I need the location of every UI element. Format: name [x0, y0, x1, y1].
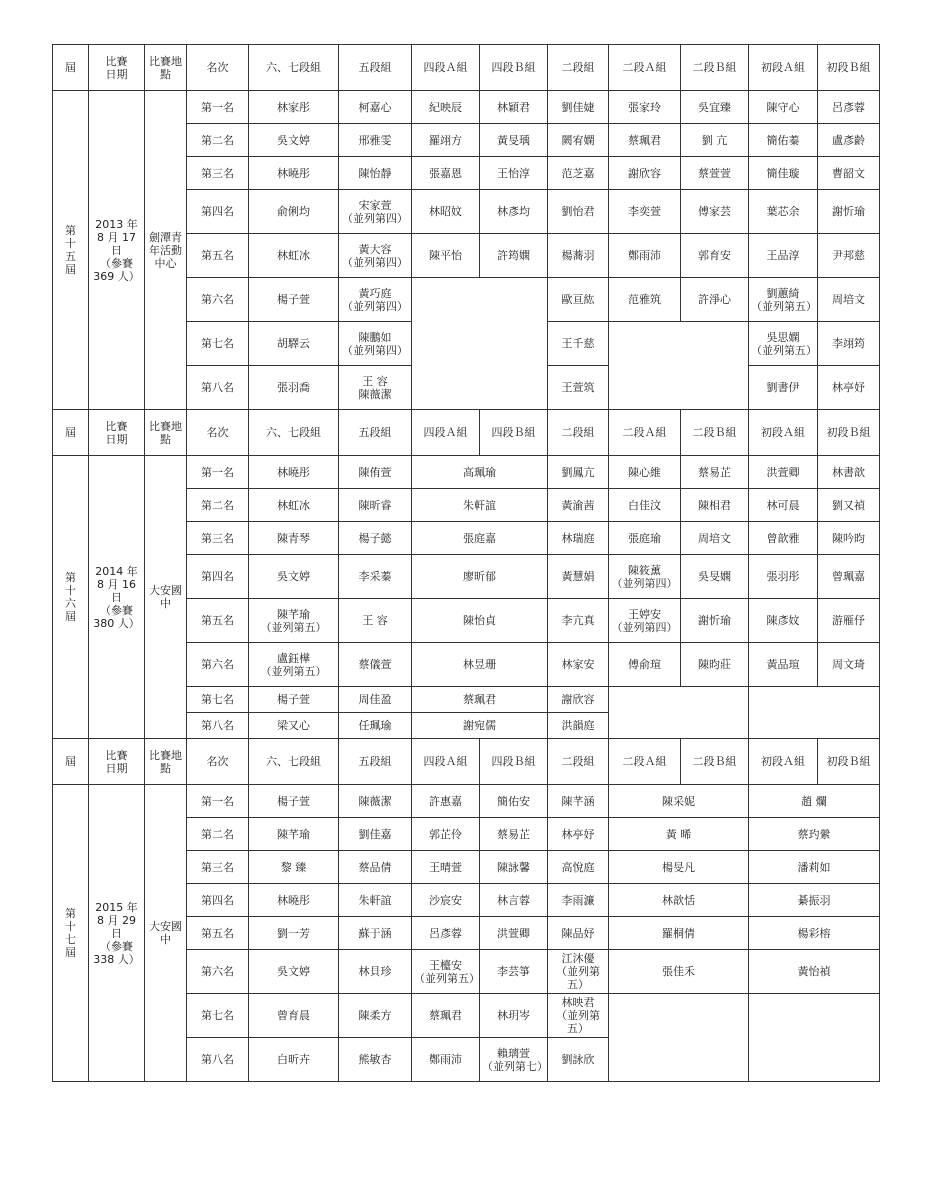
header-cell: 四段Ａ組 [412, 45, 480, 91]
rank-cell: 第四名 [187, 190, 249, 234]
winner-cell: 林曉彤 [249, 884, 339, 917]
winner-cell: 王品淳 [749, 234, 818, 278]
header-cell: 二段Ｂ組 [681, 45, 749, 91]
winner-cell: 陳鵬如 （並列第四） [339, 322, 412, 366]
winner-cell: 林虹冰 [249, 234, 339, 278]
winner-cell: 洪萱卿 [480, 917, 548, 950]
header-cell: 屆 [53, 410, 89, 456]
winner-cell: 朱軒誼 [412, 489, 548, 522]
winner-cell: 高珮瑜 [412, 456, 548, 489]
winner-cell: 陳品妤 [548, 917, 609, 950]
header-cell: 二段Ｂ組 [681, 410, 749, 456]
winner-cell: 簡佳璇 [749, 157, 818, 190]
winner-cell: 李采蓁 [339, 555, 412, 599]
winner-cell: 陳芊瑜 [249, 818, 339, 851]
winner-cell: 葉芯余 [749, 190, 818, 234]
winner-cell: 劉又禎 [818, 489, 880, 522]
winner-cell: 高悅庭 [548, 851, 609, 884]
date-cell: 2013 年 8 月 17 日 （參賽 369 人） [89, 91, 145, 410]
winner-cell: 劉一芳 [249, 917, 339, 950]
winner-cell: 陳心維 [609, 456, 681, 489]
winner-cell: 林書歆 [818, 456, 880, 489]
winner-cell: 許淨心 [681, 278, 749, 322]
rank-cell: 第七名 [187, 994, 249, 1038]
header-cell: 名次 [187, 410, 249, 456]
winner-cell: 范芝嘉 [548, 157, 609, 190]
winner-cell: 陳青琴 [249, 522, 339, 555]
winner-cell: 林曉彤 [249, 157, 339, 190]
winner-cell: 林穎君 [480, 91, 548, 124]
winner-cell: 王 容 陳薇潔 [339, 366, 412, 410]
header-cell: 初段Ａ組 [749, 410, 818, 456]
winner-cell: 吳文婷 [249, 124, 339, 157]
winner-cell: 黃巧庭 （並列第四） [339, 278, 412, 322]
venue-cell: 大安國 中 [145, 785, 187, 1082]
winner-cell: 黃大容 （並列第四） [339, 234, 412, 278]
winner-cell: 王千慈 [548, 322, 609, 366]
winner-cell: 黃 晞 [609, 818, 749, 851]
winner-cell: 楊彩榕 [749, 917, 880, 950]
winner-cell: 白昕卉 [249, 1038, 339, 1082]
header-cell: 名次 [187, 739, 249, 785]
winner-cell: 張家玲 [609, 91, 681, 124]
winner-cell: 陳彥妏 [749, 599, 818, 643]
rank-cell: 第一名 [187, 785, 249, 818]
winner-cell: 盧鈺樺 （並列第五） [249, 643, 339, 687]
winner-cell: 吳思嫻 （並列第五） [749, 322, 818, 366]
winner-cell: 簡佑蓁 [749, 124, 818, 157]
winner-cell: 賴璃萱 （並列第七） [480, 1038, 548, 1082]
header-cell: 二段Ａ組 [609, 410, 681, 456]
winner-cell: 李亢真 [548, 599, 609, 643]
venue-cell: 大安國 中 [145, 456, 187, 739]
empty-cell [609, 994, 749, 1082]
winner-cell: 陳筱薰 （並列第四） [609, 555, 681, 599]
winner-cell: 黎 臻 [249, 851, 339, 884]
winner-cell: 林彥均 [480, 190, 548, 234]
winner-cell: 周培文 [818, 278, 880, 322]
winner-cell: 林玥岑 [480, 994, 548, 1038]
winner-cell: 黃怡禎 [749, 950, 880, 994]
winner-cell: 趙 爛 [749, 785, 880, 818]
winner-cell: 紀映辰 [412, 91, 480, 124]
header-cell: 初段Ｂ組 [818, 739, 880, 785]
winner-cell: 張嘉恩 [412, 157, 480, 190]
winner-cell: 陳怡靜 [339, 157, 412, 190]
winner-cell: 楊子萱 [249, 785, 339, 818]
winner-cell: 林昭妏 [412, 190, 480, 234]
winner-cell: 林映君 （並列第五） [548, 994, 609, 1038]
winner-cell: 羅翊方 [412, 124, 480, 157]
winner-cell: 曾育晨 [249, 994, 339, 1038]
header-cell: 五段組 [339, 739, 412, 785]
header-cell: 五段組 [339, 45, 412, 91]
winner-cell: 王檯安 （並列第五） [412, 950, 480, 994]
winner-cell: 江沐優 （並列第五） [548, 950, 609, 994]
winner-cell: 劉蕙綺 （並列第五） [749, 278, 818, 322]
header-cell: 四段Ａ組 [412, 410, 480, 456]
empty-cell [609, 322, 749, 410]
winner-cell: 蔡玓縈 [749, 818, 880, 851]
rank-cell: 第二名 [187, 818, 249, 851]
header-cell: 屆 [53, 45, 89, 91]
empty-cell [749, 994, 880, 1082]
winner-cell: 陳昀莊 [681, 643, 749, 687]
date-cell: 2015 年 8 月 29 日 （參賽 338 人） [89, 785, 145, 1082]
winner-cell: 沙宸安 [412, 884, 480, 917]
winner-cell: 周文琦 [818, 643, 880, 687]
rank-cell: 第五名 [187, 234, 249, 278]
header-cell: 初段Ｂ組 [818, 410, 880, 456]
rank-cell: 第一名 [187, 456, 249, 489]
winner-cell: 黃渝茜 [548, 489, 609, 522]
winner-cell: 呂彥蓉 [818, 91, 880, 124]
winner-cell: 林亭妤 [818, 366, 880, 410]
winner-cell: 張羽彤 [749, 555, 818, 599]
winner-cell: 黃慧娟 [548, 555, 609, 599]
header-cell: 初段Ａ組 [749, 739, 818, 785]
winner-cell: 傅俞瑄 [609, 643, 681, 687]
winner-cell: 林昱珊 [412, 643, 548, 687]
winner-cell: 王萱筑 [548, 366, 609, 410]
header-cell: 四段Ａ組 [412, 739, 480, 785]
winner-cell: 陳相君 [681, 489, 749, 522]
header-cell: 二段組 [548, 739, 609, 785]
winner-cell: 楊蕎羽 [548, 234, 609, 278]
winner-cell: 謝宛儒 [412, 713, 548, 739]
winner-cell: 周佳盈 [339, 687, 412, 713]
winner-cell: 李雨濂 [548, 884, 609, 917]
rank-cell: 第四名 [187, 555, 249, 599]
winner-cell: 楊旻凡 [609, 851, 749, 884]
winner-cell: 潘莉如 [749, 851, 880, 884]
winner-cell: 宋家萱 （並列第四） [339, 190, 412, 234]
header-cell: 比賽地 點 [145, 410, 187, 456]
winner-cell: 張羽喬 [249, 366, 339, 410]
winner-cell: 劉鳳亢 [548, 456, 609, 489]
winner-cell: 鄭雨沛 [609, 234, 681, 278]
winner-cell: 楊子懿 [339, 522, 412, 555]
winner-cell: 蔡儀萱 [339, 643, 412, 687]
header-cell: 六、七段組 [249, 410, 339, 456]
winner-cell: 簡佑安 [480, 785, 548, 818]
winner-cell: 王晴萱 [412, 851, 480, 884]
header-cell: 二段組 [548, 410, 609, 456]
winner-cell: 謝欣容 [609, 157, 681, 190]
header-cell: 六、七段組 [249, 739, 339, 785]
winner-cell: 王 容 [339, 599, 412, 643]
winner-cell: 傅家芸 [681, 190, 749, 234]
rank-cell: 第一名 [187, 91, 249, 124]
winner-cell: 陳薇潔 [339, 785, 412, 818]
winner-cell: 呂彥蓉 [412, 917, 480, 950]
venue-cell: 劍潭青 年活動 中心 [145, 91, 187, 410]
header-cell: 屆 [53, 739, 89, 785]
winner-cell: 蔡易芷 [480, 818, 548, 851]
rank-cell: 第七名 [187, 687, 249, 713]
winner-cell: 吳文婷 [249, 555, 339, 599]
winner-cell: 林家安 [548, 643, 609, 687]
winner-cell: 任珮瑜 [339, 713, 412, 739]
winner-cell: 林曉彤 [249, 456, 339, 489]
winner-cell: 林瑞庭 [548, 522, 609, 555]
winner-cell: 郭育安 [681, 234, 749, 278]
rank-cell: 第四名 [187, 884, 249, 917]
rank-cell: 第二名 [187, 489, 249, 522]
date-cell: 2014 年 8 月 16 日 （參賽 380 人） [89, 456, 145, 739]
header-cell: 比賽 日期 [89, 739, 145, 785]
empty-cell [749, 687, 880, 739]
rank-cell: 第五名 [187, 917, 249, 950]
winner-cell: 張庭瑜 [609, 522, 681, 555]
rank-cell: 第三名 [187, 851, 249, 884]
header-cell: 四段Ｂ組 [480, 410, 548, 456]
winner-cell: 羅桐倩 [609, 917, 749, 950]
winner-cell: 蔡萱萱 [681, 157, 749, 190]
winner-cell: 張庭嘉 [412, 522, 548, 555]
winner-cell: 李奕萱 [609, 190, 681, 234]
winner-cell: 吳宜臻 [681, 91, 749, 124]
rank-cell: 第八名 [187, 366, 249, 410]
winner-cell: 王婷安 （並列第四） [609, 599, 681, 643]
winner-cell: 劉怡君 [548, 190, 609, 234]
header-cell: 二段Ｂ組 [681, 739, 749, 785]
winner-cell: 俞俐均 [249, 190, 339, 234]
header-cell: 二段Ａ組 [609, 45, 681, 91]
results-table [52, 44, 880, 1082]
header-cell: 四段Ｂ組 [480, 45, 548, 91]
winner-cell: 蔡珮君 [609, 124, 681, 157]
winner-cell: 林家彤 [249, 91, 339, 124]
winner-cell: 洪萱卿 [749, 456, 818, 489]
winner-cell: 劉 亢 [681, 124, 749, 157]
winner-cell: 梁又心 [249, 713, 339, 739]
rank-cell: 第八名 [187, 1038, 249, 1082]
winner-cell: 歐亘紘 [548, 278, 609, 322]
winner-cell: 吳文婷 [249, 950, 339, 994]
winner-cell: 陳昕睿 [339, 489, 412, 522]
winner-cell: 蔡珮君 [412, 687, 548, 713]
rank-cell: 第六名 [187, 950, 249, 994]
winner-cell: 曾歆雅 [749, 522, 818, 555]
table-row [53, 91, 880, 124]
rank-cell: 第二名 [187, 124, 249, 157]
winner-cell: 曹韶文 [818, 157, 880, 190]
header-cell: 比賽 日期 [89, 45, 145, 91]
header-cell: 六、七段組 [249, 45, 339, 91]
winner-cell: 劉詠欣 [548, 1038, 609, 1082]
winner-cell: 尹邦慈 [818, 234, 880, 278]
rank-cell: 第八名 [187, 713, 249, 739]
header-row [53, 45, 880, 91]
winner-cell: 邢雅雯 [339, 124, 412, 157]
winner-cell: 陳怡貞 [412, 599, 548, 643]
winner-cell: 許惠嘉 [412, 785, 480, 818]
session-cell: 第 十 六 屆 [53, 456, 89, 739]
winner-cell: 游雁伃 [818, 599, 880, 643]
header-row [53, 410, 880, 456]
header-cell: 四段Ｂ組 [480, 739, 548, 785]
winner-cell: 王怡淳 [480, 157, 548, 190]
winner-cell: 林言蓉 [480, 884, 548, 917]
winner-cell: 陳芊瑜 （並列第五） [249, 599, 339, 643]
winner-cell: 郭芷伶 [412, 818, 480, 851]
rank-cell: 第三名 [187, 522, 249, 555]
winner-cell: 林歆恬 [609, 884, 749, 917]
winner-cell: 廖昕郁 [412, 555, 548, 599]
winner-cell: 闕宥嫻 [548, 124, 609, 157]
header-cell: 比賽地 點 [145, 45, 187, 91]
winner-cell: 林亭妤 [548, 818, 609, 851]
header-cell: 名次 [187, 45, 249, 91]
winner-cell: 林貝珍 [339, 950, 412, 994]
rank-cell: 第三名 [187, 157, 249, 190]
rank-cell: 第六名 [187, 278, 249, 322]
winner-cell: 陳吟昀 [818, 522, 880, 555]
winner-cell: 鄭雨沛 [412, 1038, 480, 1082]
winner-cell: 陳守心 [749, 91, 818, 124]
rank-cell: 第七名 [187, 322, 249, 366]
winner-cell: 楊子萱 [249, 687, 339, 713]
winner-cell: 白佳汶 [609, 489, 681, 522]
winner-cell: 陳芊涵 [548, 785, 609, 818]
winner-cell: 蔡珮君 [412, 994, 480, 1038]
header-cell: 比賽地 點 [145, 739, 187, 785]
winner-cell: 李芸箏 [480, 950, 548, 994]
winner-cell: 洪韻庭 [548, 713, 609, 739]
winner-cell: 李翊筠 [818, 322, 880, 366]
winner-cell: 盧彥齡 [818, 124, 880, 157]
header-cell: 二段Ａ組 [609, 739, 681, 785]
empty-cell [609, 687, 749, 739]
winner-cell: 張佳禾 [609, 950, 749, 994]
winner-cell: 謝欣容 [548, 687, 609, 713]
empty-cell [412, 278, 548, 410]
winner-cell: 蔡品倩 [339, 851, 412, 884]
winner-cell: 陳平怡 [412, 234, 480, 278]
winner-cell: 謝忻瑜 [818, 190, 880, 234]
session-cell: 第 十 七 屆 [53, 785, 89, 1082]
rank-cell: 第六名 [187, 643, 249, 687]
header-cell: 初段Ｂ組 [818, 45, 880, 91]
winner-cell: 陳詠馨 [480, 851, 548, 884]
winner-cell: 熊敏杏 [339, 1038, 412, 1082]
winner-cell: 林虹冰 [249, 489, 339, 522]
winner-cell: 朱軒誼 [339, 884, 412, 917]
header-row [53, 739, 880, 785]
winner-cell: 許筠嫻 [480, 234, 548, 278]
header-cell: 五段組 [339, 410, 412, 456]
header-cell: 比賽 日期 [89, 410, 145, 456]
winner-cell: 吳旻嫻 [681, 555, 749, 599]
rank-cell: 第五名 [187, 599, 249, 643]
table-row [53, 785, 880, 818]
winner-cell: 劉佳婕 [548, 91, 609, 124]
winner-cell: 劉書伊 [749, 366, 818, 410]
winner-cell: 蘇于涵 [339, 917, 412, 950]
header-cell: 初段Ａ組 [749, 45, 818, 91]
winner-cell: 周培文 [681, 522, 749, 555]
winner-cell: 蔡易芷 [681, 456, 749, 489]
winner-cell: 胡驛云 [249, 322, 339, 366]
winner-cell: 黃旻瑀 [480, 124, 548, 157]
winner-cell: 陳采妮 [609, 785, 749, 818]
session-cell: 第 十 五 屆 [53, 91, 89, 410]
winner-cell: 柯嘉心 [339, 91, 412, 124]
table-row [53, 456, 880, 489]
winner-cell: 楊子萱 [249, 278, 339, 322]
winner-cell: 陳柔方 [339, 994, 412, 1038]
winner-cell: 劉佳嘉 [339, 818, 412, 851]
winner-cell: 謝忻瑜 [681, 599, 749, 643]
header-cell: 二段組 [548, 45, 609, 91]
winner-cell: 綦振羽 [749, 884, 880, 917]
winner-cell: 黃品瑄 [749, 643, 818, 687]
winner-cell: 曾珮嘉 [818, 555, 880, 599]
winner-cell: 范雅筑 [609, 278, 681, 322]
winner-cell: 陳侑萱 [339, 456, 412, 489]
winner-cell: 林可晨 [749, 489, 818, 522]
